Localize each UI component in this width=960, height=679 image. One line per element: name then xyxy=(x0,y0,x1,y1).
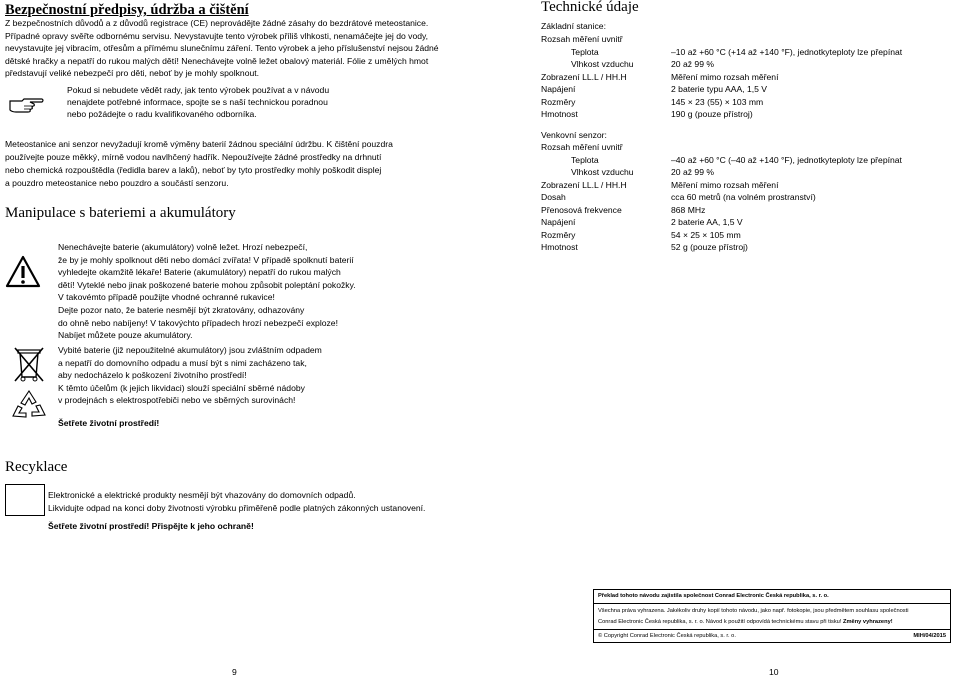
warning-line: do ohně nebo nabíjeny! V takovýchto případech hrozí nebezpečí exploze! xyxy=(58,317,338,328)
pointing-hand-icon xyxy=(8,92,44,114)
spec-row xyxy=(541,58,931,71)
spec-row xyxy=(541,229,931,242)
spec-value: 52 g (pouze přístroj) xyxy=(671,242,748,252)
spec-label: Vlhkost vzduchu xyxy=(571,167,634,177)
rights-text: Conrad Electronic Česká republika, s. r. o. Návod k použití odpovídá technickému stavu při tisku! xyxy=(598,618,843,625)
spec-row xyxy=(541,241,931,254)
recycling-text xyxy=(48,489,425,515)
spec-row xyxy=(541,83,931,96)
base-station-label: Základní stanice: xyxy=(541,21,606,31)
warning-line: V takovémto případě použijte vhodné ochranné rukavice! xyxy=(58,292,275,303)
cleaning-text xyxy=(5,138,393,190)
spec-label: Zobrazení LL.L / HH.H xyxy=(541,179,627,190)
rights-line-1: Všechna práva vyhrazena. Jakékoliv druhy kopií tohoto návodu, jako např. fotokopie, jsou předmětem souhlasu společnosti xyxy=(594,603,950,616)
spec-label: Teplota xyxy=(571,154,599,165)
spec-label: Zobrazení LL.L / HH.H xyxy=(541,71,627,82)
recycle-call-text: Šetřete životní prostředí! Přispějte k jeho ochraně! xyxy=(48,521,254,531)
warning-line: vyhledejte okamžitě lékaře! Baterie (akumulátory) nepatří do rukou malých xyxy=(58,267,341,278)
recycle-icon xyxy=(12,388,46,420)
recycling-heading: Recyklace xyxy=(5,459,68,475)
rights-line-2 xyxy=(594,617,950,629)
advice-note xyxy=(67,84,329,121)
translation-footer xyxy=(593,589,951,643)
spec-value: cca 60 metrů (na volném prostranství) xyxy=(671,192,816,202)
recycling-line: Likvidujte odpad na konci doby životnosti výrobku přiměřeně podle platných zákonných ustanovení. xyxy=(48,503,426,513)
note-line: nebo požádejte o radu kvalifikovaného odborníka. xyxy=(67,109,257,120)
spec-label: Rozměry xyxy=(541,229,576,240)
spec-value: –40 až +60 °C (–40 až +140 °F), jednotkyteploty lze přepínat xyxy=(671,154,902,165)
copyright-text: © Copyright Conrad Electronic Česká republika, s. r. o. xyxy=(598,632,736,639)
spec-value: 2 baterie AA, 1,5 V xyxy=(671,217,743,227)
spec-value: 2 baterie typu AAA, 1,5 V xyxy=(671,84,768,94)
spec-value: 20 až 99 % xyxy=(671,167,714,177)
intro-line: představují veliké nebezpečí pro děti, neboť by je mohly spolknout. xyxy=(5,68,260,79)
recycling-line: Elektronické a elektrické produkty nesmějí být vhazovány do domovních odpadů. xyxy=(48,490,356,500)
protect-environment-text: Šetřete životní prostředí! xyxy=(58,418,160,428)
disposal-line: aby nedocházelo k poškození životního prostředí! xyxy=(58,370,247,381)
warning-line: Nabíjet můžete pouze akumulátory. xyxy=(58,330,193,341)
spec-row xyxy=(541,108,931,121)
spec-label: Napájení xyxy=(541,217,576,227)
cleaning-line: používejte pouze měkký, mírně vodou navlhčený hadřík. Nepoužívejte žádné prostředky na drhnutí xyxy=(5,152,382,162)
spec-label: Rozsah měření uvnitř xyxy=(541,34,623,44)
spec-row xyxy=(541,141,931,154)
spec-row xyxy=(541,191,931,204)
spec-label: Rozsah měření uvnitř xyxy=(541,142,623,152)
safety-heading: Bezpečnostní předpisy, údržba a čištění xyxy=(5,2,249,18)
spec-value: 145 × 23 (55) × 103 mm xyxy=(671,96,764,107)
spec-value: Měření mimo rozsah měření xyxy=(671,71,779,82)
spec-row xyxy=(541,96,931,109)
translation-credit: Překlad tohoto návodu zajistila společnost Conrad Electronic Česká republika, s. r. o. xyxy=(598,593,829,599)
spec-value: 54 × 25 × 105 mm xyxy=(671,229,741,240)
recycling-icon-frame xyxy=(5,484,45,516)
spec-label: Rozměry xyxy=(541,96,576,107)
intro-line: Případné opravy svěřte odbornému servisu. Nevystavujte tento výrobek příliš vlhkosti, nenamáčejte jej do vody, xyxy=(5,30,429,41)
spec-label: Hmotnost xyxy=(541,242,578,252)
sensor-specs-table xyxy=(541,141,931,254)
outdoor-sensor-label: Venkovní senzor: xyxy=(541,130,607,140)
spec-value: –10 až +60 °C (+14 až +140 °F), jednotkyteploty lze přepínat xyxy=(671,46,903,57)
spec-label: Teplota xyxy=(571,46,599,57)
document-code: MIH/04/2015 xyxy=(913,632,946,639)
disposal-line: a nepatří do domovního odpadu a musí být s nimi zacházeno tak, xyxy=(58,357,307,368)
page-number-right: 10 xyxy=(769,667,779,677)
spec-row xyxy=(541,204,931,217)
spec-label: Napájení xyxy=(541,84,576,94)
intro-line: nevystavujte jej vibracím, otřesům a přímému slunečnímu záření. Tento výrobek a jeho příslušenství nejsou žádné xyxy=(5,43,439,54)
crossed-bin-icon xyxy=(12,345,46,383)
spec-value: 868 MHz xyxy=(671,204,706,215)
spec-value xyxy=(671,33,931,46)
disposal-line: v prodejnách s elektrospotřebiči nebo ve sběrných surovinách! xyxy=(58,395,296,406)
spec-label: Dosah xyxy=(541,192,566,202)
warning-line: Nenechávejte baterie (akumulátory) volně ležet. Hrozí nebezpečí, xyxy=(58,242,308,252)
cleaning-line: nebo chemická rozpouštědla (ředidla barev a laků), neboť by tyto prostředky mohly poškodit displej xyxy=(5,165,382,175)
changes-reserved: Změny vyhrazeny! xyxy=(843,618,893,625)
spec-value: 20 až 99 % xyxy=(671,59,714,69)
battery-heading: Manipulace s bateriemi a akumulátory xyxy=(5,205,236,221)
spec-row xyxy=(541,46,931,59)
spec-row xyxy=(541,154,931,167)
spec-row xyxy=(541,33,931,46)
warning-triangle-icon xyxy=(5,255,41,288)
safety-intro xyxy=(5,17,480,80)
cleaning-line: a pouzdro meteostanice nebo pouzdro a součástí senzoru. xyxy=(5,178,229,188)
cleaning-line: Meteostanice ani senzor nevyžadují kromě výměny baterií žádnou speciální údržbu. K čištění pouzdra xyxy=(5,139,393,149)
page-number-left: 9 xyxy=(232,667,237,677)
disposal-line: Vybité baterie (již nepoužitelné akumulátory) jsou zvláštním odpadem xyxy=(58,345,322,355)
spec-row xyxy=(541,179,931,192)
warning-line: že by je mohly spolknout děti nebo domácí zvířata! V případě spolknutí baterií xyxy=(58,254,354,265)
tech-specs-heading: Technické údaje xyxy=(541,0,639,15)
base-specs-table xyxy=(541,33,931,121)
warning-line: Dejte pozor nato, že baterie nesmějí být zkratovány, odhazovány xyxy=(58,304,305,315)
spec-row xyxy=(541,71,931,84)
spec-value: Měření mimo rozsah měření xyxy=(671,179,779,190)
note-line: Pokud si nebudete vědět rady, jak tento výrobek používat a v návodu xyxy=(67,85,330,95)
spec-label: Přenosová frekvence xyxy=(541,204,622,215)
battery-disposal xyxy=(58,344,322,407)
warning-line: dětí! Vyteklé nebo jinak poškozené baterie mohou způsobit poleptání pokožky. xyxy=(58,279,356,290)
spec-label: Vlhkost vzduchu xyxy=(571,59,634,69)
note-line: nenajdete potřebné informace, spojte se s naší technickou poradnou xyxy=(67,97,328,108)
spec-value: 190 g (pouze přístroj) xyxy=(671,109,753,119)
spec-row xyxy=(541,216,931,229)
intro-line: Z bezpečnostních důvodů a z důvodů registrace (CE) neprovádějte žádné zásahy do bezdrátové meteostanice. xyxy=(5,18,429,28)
disposal-line: K těmto účelům (k jejich likvidaci) slouží speciální sběrné nádoby xyxy=(58,382,305,393)
spec-value xyxy=(671,141,931,154)
intro-line: dětské hračky a nepatří do rukou malých dětí! Nenechávejte volně ležet obalový materiál. Fólie z umělých hmot xyxy=(5,55,429,66)
battery-warning xyxy=(58,241,356,342)
spec-label: Hmotnost xyxy=(541,109,578,119)
spec-row xyxy=(541,166,931,179)
copyright-line xyxy=(594,629,950,642)
